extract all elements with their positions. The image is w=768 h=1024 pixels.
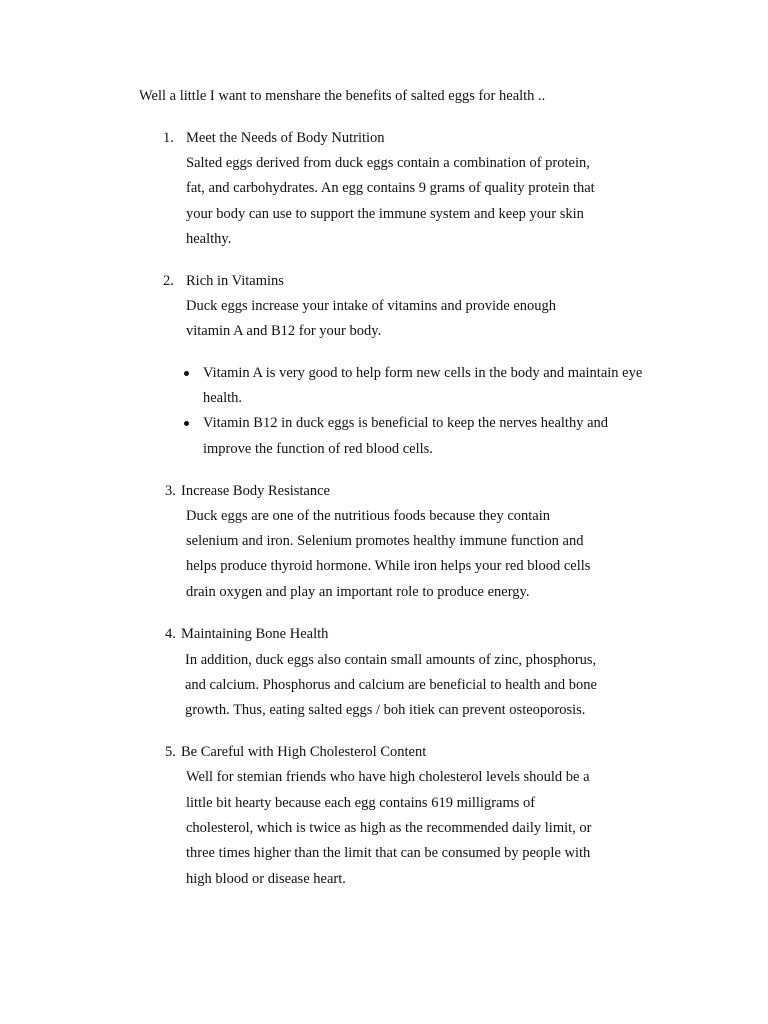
paragraph-line: selenium and iron. Selenium promotes healthy immune function and (186, 533, 584, 549)
paragraph-line: In addition, duck eggs also contain small amounts of zinc, phosphorus, (185, 652, 597, 668)
section-heading: Maintaining Bone Health (181, 626, 329, 642)
bullet-icon (184, 371, 189, 376)
section-heading: Rich in Vitamins (186, 273, 284, 289)
paragraph-line: Salted eggs derived from duck eggs contain a combination of protein, (186, 155, 590, 171)
paragraph-line: Duck eggs increase your intake of vitamins and provide enough (186, 298, 557, 314)
paragraph-line: growth. Thus, eating salted eggs / boh itiek can prevent osteoporosis. (185, 702, 586, 718)
section-number: 3. (165, 483, 176, 499)
intro-text: Well a little I want to menshare the benefits of salted eggs for health .. (139, 88, 546, 104)
paragraph-line: drain oxygen and play an important role to produce energy. (186, 584, 530, 600)
bullet-line: Vitamin B12 in duck eggs is beneficial to keep the nerves healthy and (203, 415, 609, 431)
paragraph-line: and calcium. Phosphorus and calcium are beneficial to health and bone (185, 677, 597, 693)
paragraph-line: little bit hearty because each egg contains 619 milligrams of (186, 795, 536, 811)
bullet-line: improve the function of red blood cells. (203, 441, 433, 457)
bullet-line: health. (203, 390, 243, 406)
paragraph-line: helps produce thyroid hormone. While iron helps your red blood cells (186, 558, 591, 574)
paragraph-line: Well for stemian friends who have high cholesterol levels should be a (186, 769, 590, 785)
section-number: 5. (165, 744, 176, 760)
paragraph-line: healthy. (186, 231, 232, 247)
paragraph-line: high blood or disease heart. (186, 871, 346, 887)
section-heading: Be Careful with High Cholesterol Content (181, 744, 427, 760)
paragraph-line: cholesterol, which is twice as high as the recommended daily limit, or (186, 820, 592, 836)
section-heading: Meet the Needs of Body Nutrition (186, 130, 385, 146)
paragraph-line: three times higher than the limit that can be consumed by people with (186, 845, 591, 861)
paragraph-line: vitamin A and B12 for your body. (186, 323, 382, 339)
section-number: 2. (163, 273, 174, 289)
paragraph-line: Duck eggs are one of the nutritious foods because they contain (186, 508, 551, 524)
section-number: 4. (165, 626, 176, 642)
paragraph-line: your body can use to support the immune system and keep your skin (186, 206, 584, 222)
bullet-line: Vitamin A is very good to help form new cells in the body and maintain eye (203, 365, 643, 381)
section-number: 1. (163, 130, 174, 146)
paragraph-line: fat, and carbohydrates. An egg contains 9 grams of quality protein that (186, 180, 595, 196)
bullet-icon (184, 421, 189, 426)
section-heading: Increase Body Resistance (181, 483, 330, 499)
